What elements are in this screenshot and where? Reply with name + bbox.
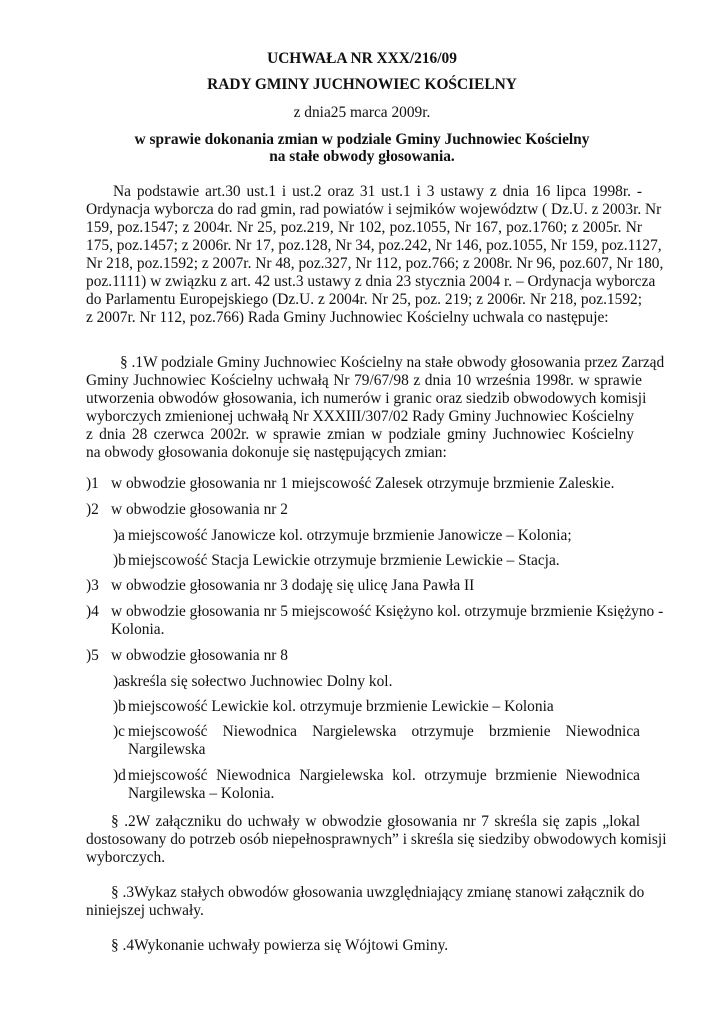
- sublist-item-marker: )a: [113, 527, 125, 544]
- list-item: w obwodzie głosowania nr 3 dodaję się ulicę Jana Pawła II: [111, 577, 475, 594]
- preamble-line: 175, poz.1457; z 2006r. Nr 17, poz.128, Nr 34, poz.242, Nr 146, poz.1055, Nr 159, poz.1127,: [86, 237, 662, 254]
- section-2-line: wyborczych.: [86, 849, 166, 866]
- sublist-item-marker: )b: [113, 698, 126, 715]
- preamble-line: 159, poz.1547; z 2004r. Nr 25, poz.219, Nr 102, poz.1055, Nr 167, poz.1760; z 2005r. Nr: [86, 219, 642, 236]
- section-1-line: wyborczych zmienionej uchwałą Nr XXXIII/307/02 Rady Gminy Juchnowiec Kościelny: [86, 408, 634, 425]
- sublist-item-continuation: Nargilewska – Kolonia.: [128, 785, 275, 802]
- sublist-item: miejscowość Niewodnica Nargielewska otrzymuje brzmienie Niewodnica: [128, 723, 640, 740]
- list-item: w obwodzie głosowania nr 1 miejscowość Zalesek otrzymuje brzmienie Zaleskie.: [111, 475, 615, 492]
- section-2-line: dostosowany do potrzeb osób niepełnosprawnych” i skreśla się siedziby obwodowych komisji: [86, 831, 667, 848]
- list-item: w obwodzie głosowania nr 8: [111, 647, 288, 664]
- sublist-item: miejscowość Niewodnica Nargielewska kol. otrzymuje brzmienie Niewodnica: [128, 767, 640, 784]
- list-item-marker: )5: [86, 647, 99, 664]
- section-1-line: utworzenia obwodów głosowania, ich numerów i granic oraz siedzib obwodowych komisji: [86, 390, 647, 407]
- sublist-item-continuation: Nargilewska: [128, 741, 206, 758]
- subject-line-1: w sprawie dokonania zmian w podziale Gminy Juchnowiec Kościelny: [134, 131, 590, 148]
- list-item-marker: )4: [86, 603, 99, 620]
- council-name: RADY GMINY JUCHNOWIEC KOŚCIELNY: [207, 76, 517, 93]
- list-item-marker: )1: [86, 475, 99, 492]
- resolution-number: UCHWAŁA NR XXX/216/09: [267, 50, 457, 67]
- list-item-continuation: Kolonia.: [111, 621, 165, 638]
- list-item: w obwodzie głosowania nr 2: [111, 501, 288, 518]
- sublist-item-marker: )d: [113, 767, 126, 784]
- preamble-line: Ordynacja wyborcza do rad gmin, rad powiatów i sejmików województw ( Dz.U. z 2003r. Nr: [86, 201, 662, 218]
- preamble-line: do Parlamentu Europejskiego (Dz.U. z 2004r. Nr 25, poz. 219; z 2006r. Nr 218, poz.1592;: [86, 291, 642, 308]
- sublist-item-marker: )c: [113, 723, 125, 740]
- preamble-line: Nr 218, poz.1592; z 2007r. Nr 48, poz.327, Nr 112, poz.766; z 2008r. Nr 96, poz.607, Nr 180,: [86, 255, 664, 272]
- subject-line-2: na stałe obwody głosowania.: [269, 148, 455, 165]
- resolution-date: z dnia25 marca 2009r.: [293, 104, 431, 121]
- section-3-line: § .3Wykaz stałych obwodów głosowania uwzględniający zmianę stanowi załącznik do: [111, 884, 645, 901]
- section-1-line: z dnia 28 czerwca 2002r. w sprawie zmian w podziale gminy Juchnowiec Kościelny: [86, 426, 634, 443]
- preamble-line: z 2007r. Nr 112, poz.766) Rada Gminy Juchnowiec Kościelny uchwala co następuje:: [86, 309, 609, 326]
- sublist-item-marker: )a: [113, 673, 125, 690]
- list-item-marker: )2: [86, 501, 99, 518]
- section-1-line: Gminy Juchnowiec Kościelny uchwałą Nr 79/67/98 z dnia 10 września 1998r. w sprawie: [86, 372, 642, 389]
- sublist-item: miejscowość Janowicze kol. otrzymuje brzmienie Janowicze – Kolonia;: [128, 527, 572, 544]
- sublist-item-marker: )b: [113, 552, 126, 569]
- sublist-item: miejscowość Lewickie kol. otrzymuje brzmienie Lewickie – Kolonia: [128, 698, 554, 715]
- preamble-line: Na podstawie art.30 ust.1 i ust.2 oraz 31 ust.1 i 3 ustawy z dnia 16 lipca 1998r. -: [113, 183, 642, 200]
- section-3-line: niniejszej uchwały.: [86, 902, 204, 919]
- list-item: w obwodzie głosowania nr 5 miejscowość Księżyno kol. otrzymuje brzmienie Księżyno -: [111, 603, 664, 620]
- section-4-line: § .4Wykonanie uchwały powierza się Wójtowi Gminy.: [111, 937, 449, 954]
- sublist-item: skreśla się sołectwo Juchnowiec Dolny kol.: [124, 673, 393, 690]
- preamble-line: poz.1111) w związku z art. 42 ust.3 ustawy z dnia 23 stycznia 2004 r. – Ordynacja wyborcza: [86, 273, 656, 290]
- section-1-line: na obwody głosowania dokonuje się następujących zmian:: [86, 444, 447, 461]
- sublist-item: miejscowość Stacja Lewickie otrzymuje brzmienie Lewickie – Stacja.: [128, 552, 560, 569]
- section-1-line: § .1W podziale Gminy Juchnowiec Kościelny na stałe obwody głosowania przez Zarząd: [120, 354, 665, 371]
- section-2-line: § .2W załączniku do uchwały w obwodzie głosowania nr 7 skreśla się zapis „lokal: [111, 813, 640, 830]
- list-item-marker: )3: [86, 577, 99, 594]
